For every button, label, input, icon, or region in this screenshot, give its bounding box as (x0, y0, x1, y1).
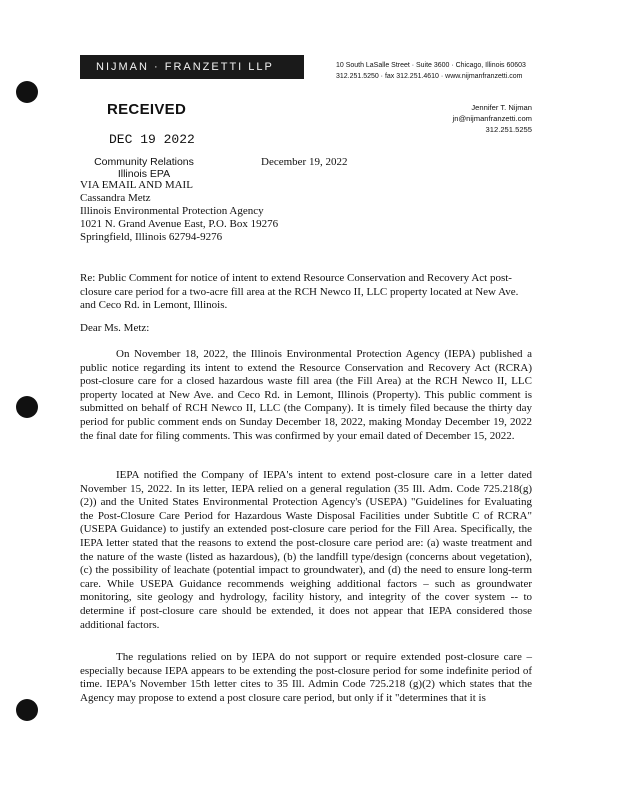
author-name: Jennifer T. Nijman (471, 103, 532, 112)
letter-date: December 19, 2022 (261, 156, 348, 168)
recipient-block (80, 179, 278, 244)
recipient-city: Springfield, Illinois 62794-9276 (80, 231, 223, 243)
firm-address (336, 59, 526, 81)
author-phone: 312.251.5255 (485, 125, 532, 134)
address-line: 10 South LaSalle Street · Suite 3600 · Chicago, Illinois 60603 (336, 60, 526, 69)
re-line: Re: Public Comment for notice of intent to extend Resource Conservation and Recovery Act post-closure care period for a two-acre fill area at the RCH Newco II, LLC property located at New Ave. and Ceco Rd. in Lemont, Illinois. (80, 272, 519, 312)
delivery-method: VIA EMAIL AND MAIL (80, 179, 193, 191)
stamp-org-line: Illinois EPA (117, 168, 171, 180)
address-line: 312.251.5250 · fax 312.251.4610 · www.nijmanfranzetti.com (336, 71, 523, 80)
body-paragraph: IEPA notified the Company of IEPA's intent to extend post-closure care in a letter dated November 15, 2022. In its letter, IEPA relied on a general regulation (35 Ill. Adm. Code 725.218(g)(2)) and the United States Environmental Protection Agency's (USEPA) "Guidelines for Evaluating the Post-Closure Care Period for Hazardous Waste Disposal Facilities under Subtitle C of RCRA" (USEPA Guidance) to justify an extended post-closure care period for the Fill Area. Specifically, the IEPA letter stated that the reasons to extend the post-closure care period are: (a) waste treatment and the nature of the waste (listed as hazardous), (b) the landfill type/design (concerns about vegetation), (c) the possibility of leachate (potential impact to groundwater), and (d) the need to ensure long-term care. While USEPA Guidance recommends weighing additional factors – such as groundwater monitoring, site geology and hydrology, facility history, and integrity of the cover system -- to determine if post-closure care should be extended, it does not appear that IEPA considered those additional factors. (80, 469, 532, 631)
recipient-agency: Illinois Environmental Protection Agency (80, 205, 264, 217)
firm-logo: NIJMAN · FRANZETTI LLP (80, 55, 304, 79)
received-stamp-org (89, 156, 199, 180)
body-paragraph: On November 18, 2022, the Illinois Environmental Protection Agency (IEPA) published a public notice regarding its intent to extend the Resource Conservation and Recovery Act (RCRA) post-closure care for a closed hazardous waste fill area (the Fill Area) at the RCH Newco II, LLC property located at New Ave. and Ceco Rd. in Lemont, Illinois (Property). This public comment is submitted on behalf of RCH Newco II, LLC (the Company). It is timely filed because the thirty day period for public comment ends on Sunday December 18, 2022, making Monday December 19, 2022 the final date for filing comments. This was confirmed by your email dated of December 15, 2022. (80, 348, 532, 442)
body-paragraph: The regulations relied on by IEPA do not support or require extended post-closure care – especially because IEPA appears to be extending the post-closure period for some indefinite period of time. IEPA's November 15th letter cites to 35 Ill. Admin Code 725.218 (g)(2) which states that the Agency may propose to extend a post closure care period, but only if it "determines that it is (80, 651, 532, 704)
recipient-street: 1021 N. Grand Avenue East, P.O. Box 19276 (80, 218, 279, 230)
recipient-name: Cassandra Metz (80, 192, 151, 204)
stamp-org-line: Community Relations (94, 156, 194, 168)
punch-hole-middle (16, 396, 38, 418)
received-stamp: RECEIVED (107, 101, 187, 118)
received-stamp-date: DEC 19 2022 (109, 132, 195, 147)
author-block (453, 102, 532, 135)
author-email: jn@nijmanfranzetti.com (452, 114, 532, 123)
punch-hole-top (16, 81, 38, 103)
punch-hole-bottom (16, 699, 38, 721)
salutation: Dear Ms. Metz: (80, 322, 150, 334)
